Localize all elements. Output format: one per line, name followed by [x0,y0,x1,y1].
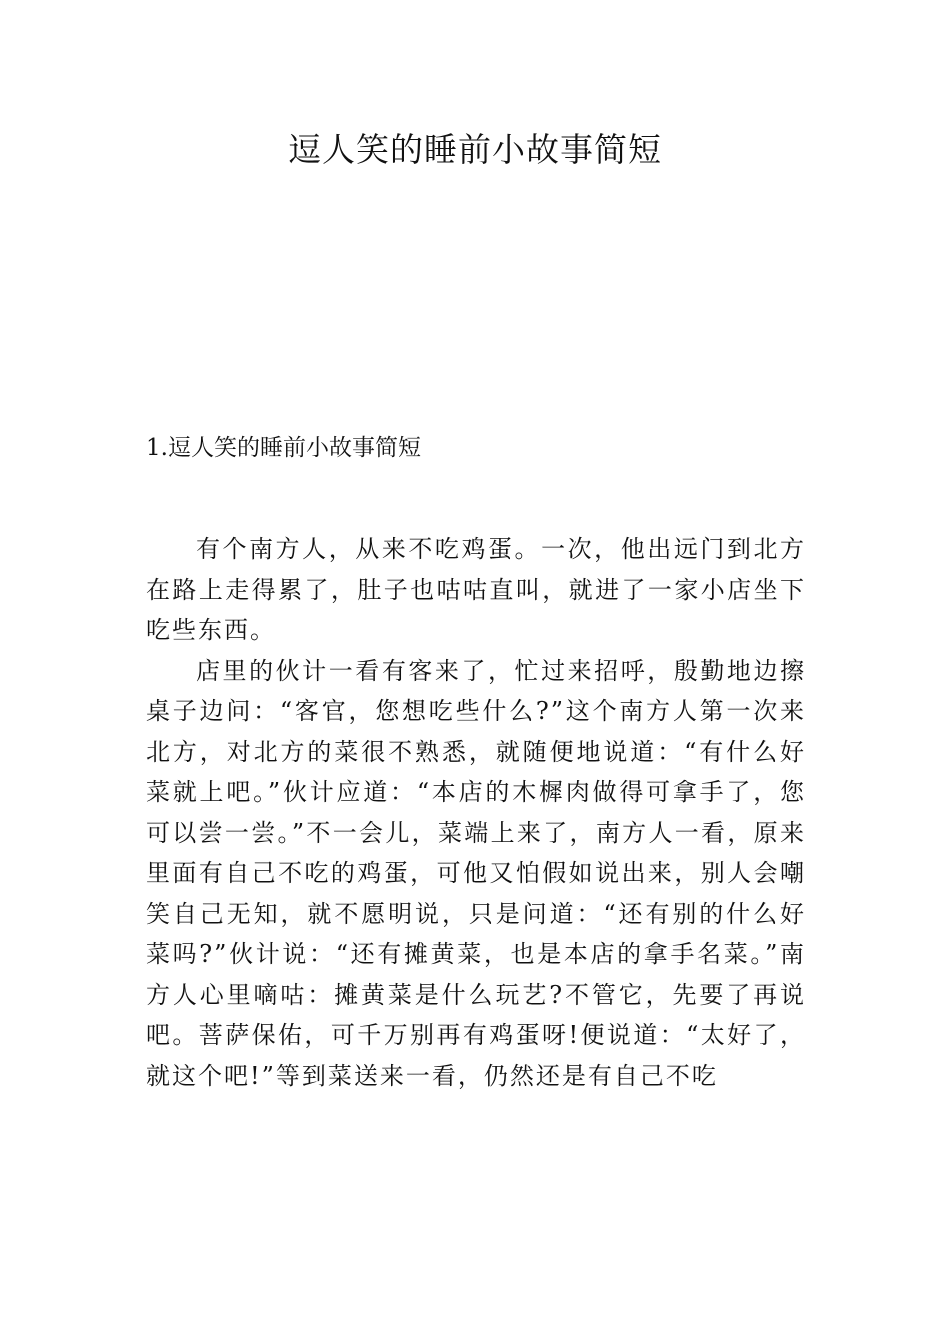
document-title: 逗人笑的睡前小故事简短 [288,130,662,169]
paragraph-2: 店里的伙计一看有客来了，忙过来招呼，殷勤地边擦桌子边问：“客官，您想吃些什么?”这个南方人第一次来北方，对北方的菜很不熟悉，就随便地说道：“有什么好菜就上吧。”伙计应道：“本店的木樨肉做得可拿手了，您可以尝一尝。”不一会儿，菜端上来了，南方人一看，原来里面有自己不吃的鸡蛋，可他又怕假如说出来，别人会嘲笑自己无知，就不愿明说，只是问道：“还有别的什么好菜吗?”伙计说：“还有摊黄菜，也是本店的拿手名菜。”南方人心里嘀咕：摊黄菜是什么玩艺?不管它，先要了再说吧。菩萨保佑，可千万别再有鸡蛋呀!便说道：“太好了，就这个吧!”等到菜送来一看，仍然还是有自己不吃 [146,656,806,1090]
paragraph-1: 有个南方人，从来不吃鸡蛋。一次，他出远门到北方在路上走得累了，肚子也咕咕直叫，就进了一家小店坐下吃些东西。 [146,535,806,644]
section-heading: 1.逗人笑的睡前小故事简短 [146,435,421,461]
story-body [146,529,806,1096]
